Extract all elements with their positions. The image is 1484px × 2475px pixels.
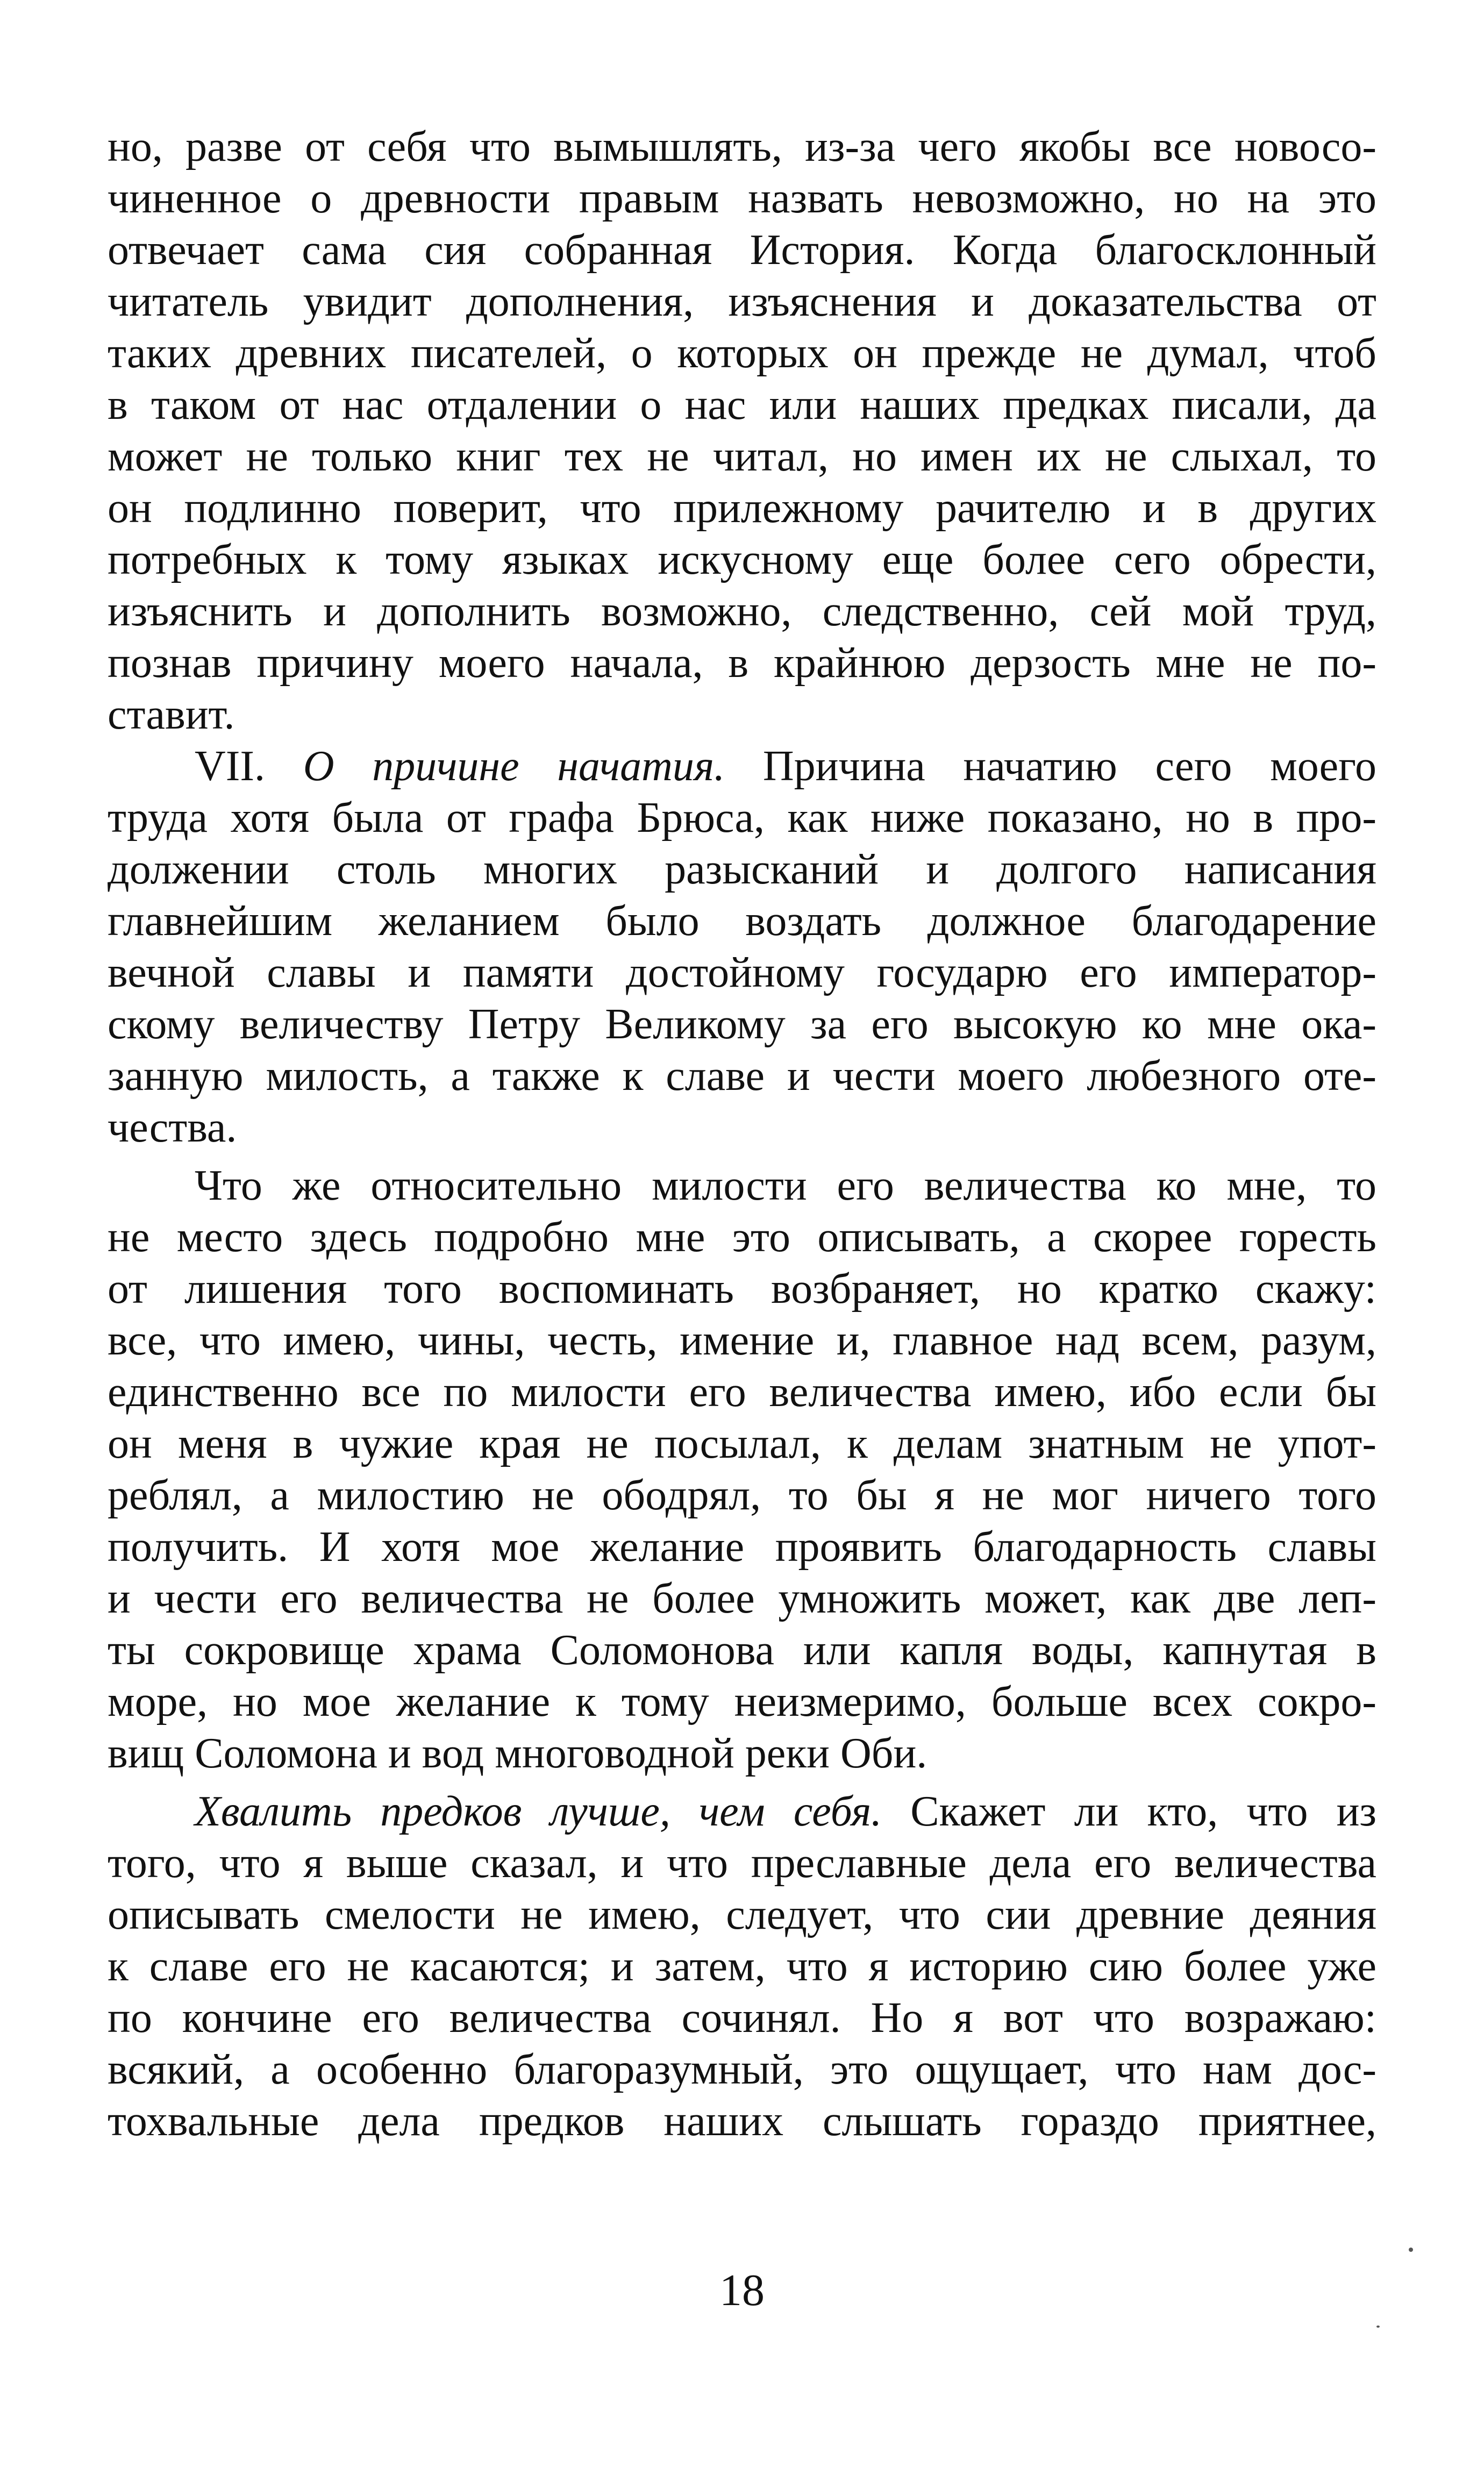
text-line: занную милость, а также к славе и чести моего любезного оте-	[108, 1052, 1376, 1100]
text-line: может не только книг тех не читал, но имен их не слыхал, то	[108, 433, 1376, 480]
text-line: от лишения того воспоминать возбраняет, но кратко скажу:	[108, 1265, 1376, 1313]
paragraph-3	[108, 1160, 1376, 1779]
page-number: 18	[719, 2265, 765, 2315]
section-vii	[108, 740, 1376, 1153]
text-line: и чести его величества не более умножить может, как две леп-	[108, 1575, 1376, 1622]
text-line: ставит.	[108, 691, 235, 738]
paragraph-1	[108, 121, 1376, 740]
text-line: реблял, а милостию не ободрял, то бы я не мог ничего того	[108, 1472, 1376, 1519]
text-line: он меня в чужие края не посылал, к делам знатным не упот-	[108, 1420, 1376, 1467]
section-number: VII.	[195, 743, 266, 790]
paragraph-4	[108, 1786, 1376, 2147]
text-line: читатель увидит дополнения, изъяснения и доказательства от	[108, 278, 1376, 325]
text-line: Что же относительно милости его величества ко мне, то	[195, 1162, 1376, 1209]
text-line: познав причину моего начала, в крайнюю дерзость мне не по-	[108, 639, 1376, 687]
paragraph-gap	[108, 1779, 1376, 1786]
text-line: таких древних писателей, о которых он прежде не думал, чтоб	[108, 330, 1376, 377]
text-line: к славе его не касаются; и затем, что я историю сию более уже	[108, 1943, 1376, 1990]
text-line: чества.	[108, 1104, 237, 1151]
text-line: труда хотя была от графа Брюса, как ниже показано, но в про-	[108, 794, 1376, 841]
text-line: тохвальные дела предков наших слышать гораздо приятнее,	[108, 2098, 1376, 2145]
text-fragment: Скажет ли кто, что из	[910, 1788, 1377, 1835]
text-line: должении столь многих разысканий и долгого написания	[108, 846, 1376, 893]
scan-speck	[1409, 2248, 1413, 2252]
text-column	[108, 121, 1376, 2147]
text-line: в таком от нас отдалении о нас или наших предках писали, да	[108, 381, 1376, 429]
paragraph-heading: Хвалить предков лучше, чем себя.	[195, 1788, 882, 1835]
text-line: ты сокровище храма Соломонова или капля воды, капнутая в	[108, 1627, 1376, 1674]
section-vii-first-line	[108, 740, 1376, 792]
text-line: изъяснить и дополнить возможно, следственно, сей мой труд,	[108, 588, 1376, 635]
text-fragment: Причина начатию сего моего	[762, 743, 1377, 790]
paragraph-4-first-line	[108, 1786, 1376, 1837]
text-line: но, разве от себя что вымышлять, из-за чего якобы все новосо-	[108, 123, 1376, 170]
text-line: вищ Соломона и вод многоводной реки Оби.	[108, 1730, 928, 1777]
scan-speck	[1376, 2326, 1380, 2328]
text-line: единственно все по милости его величества имею, ибо если бы	[108, 1368, 1376, 1416]
paragraph-gap	[108, 1153, 1376, 1160]
text-line: он подлинно поверит, что прилежному рачителю и в других	[108, 484, 1376, 532]
text-line: потребных к тому языках искусному еще более сего обрести,	[108, 536, 1376, 583]
text-line: того, что я выше сказал, и что преславные дела его величества	[108, 1839, 1376, 1887]
text-line: по кончине его величества сочинял. Но я вот что возражаю:	[108, 1994, 1376, 2042]
text-line: скому величеству Петру Великому за его высокую ко мне ока-	[108, 1001, 1376, 1048]
text-line: не место здесь подробно мне это описывать, а скорее горесть	[108, 1214, 1376, 1261]
text-line: море, но мое желание к тому неизмеримо, больше всех сокро-	[108, 1678, 1376, 1725]
text-line: чиненное о древности правым назвать невозможно, но на это	[108, 175, 1376, 222]
text-line: получить. И хотя мое желание проявить благодарность славы	[108, 1523, 1376, 1571]
text-line: вечной славы и памяти достойному государю его император-	[108, 949, 1376, 996]
text-line: описывать смелости не имею, следует, что сии древние деяния	[108, 1891, 1376, 1938]
section-heading: О причине начатия.	[303, 743, 725, 790]
text-line: все, что имею, чины, честь, имение и, главное над всем, разум,	[108, 1317, 1376, 1364]
text-line: главнейшим желанием было воздать должное благодарение	[108, 897, 1376, 945]
text-line: всякий, а особенно благоразумный, это ощущает, что нам дос-	[108, 2046, 1376, 2093]
text-line: отвечает сама сия собранная История. Когда благосклонный	[108, 226, 1376, 274]
